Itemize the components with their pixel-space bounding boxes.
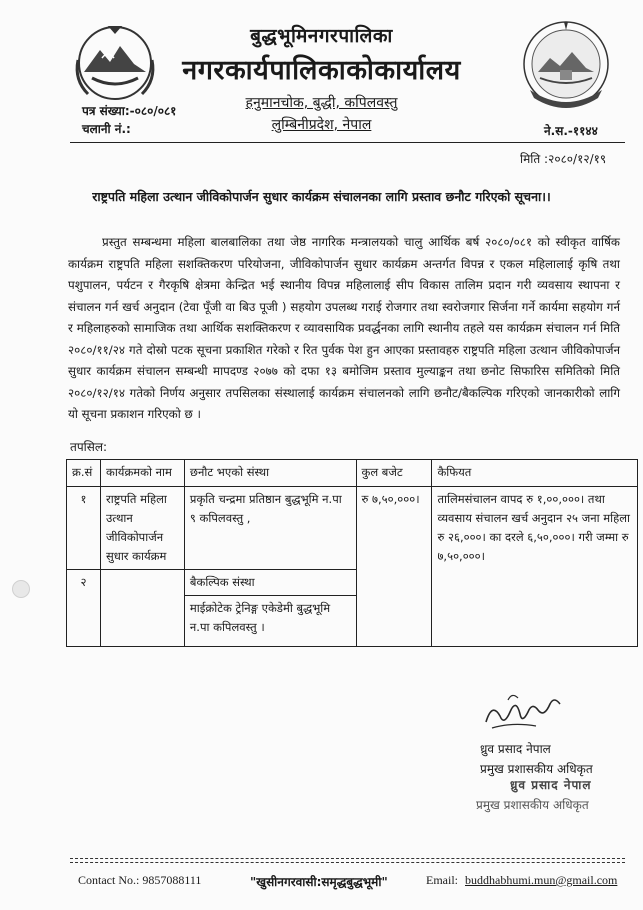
email-link[interactable]: buddhabhumi.mun@gmail.com [465, 873, 618, 887]
row1-budget: रु ७,५०,०००। [356, 487, 432, 647]
col-header-sn: क्र.सं [67, 460, 101, 487]
footer-divider [70, 858, 625, 859]
schedule-label: तपसिल: [70, 440, 108, 454]
col-header-remarks: कैफियत [432, 460, 638, 487]
row1-remarks: तालिमसंचालन वापद रु १,००,०००। तथा व्यवसाय संचालन खर्च अनुदान २५ जना महिला रु २६,०००। का दरले ६,५०,०००। गरी जम्मा रु ७,५०,०००। [432, 487, 638, 647]
row2-program [100, 570, 184, 647]
header-divider [70, 142, 625, 143]
notice-body: प्रस्तुत सम्बन्धमा महिला बालबालिका तथा जेष्ठ नागरिक मन्त्रालयको चालु आर्थिक बर्ष २०८०/०८१ को स्वीकृत वार्षिक कार्यक्रम राष्ट्रपति महिला सशक्तिकरण परियोजना, जीविकोपार्जन सुधार कार्यक्रम अन्तर्गत विपन्न र एकल महिलालाई कृषि तथा पशुपालन, पर्यटन र गैरकृषि क्षेत्रमा केन्द्रित भई स्थानीय विपन्न महिलालाई सीप विकास तालिम प्रदान गरी व्यवसाय स्थापना र संचालन गर्न खर्च अनुदान (टेवा पूँजी वा बिउ पूजी ) सहयोग उपलब्ध गराई रोजगार तथा स्वरोजगार सिर्जना गर्ने कार्यमा सहयोग गर्न र महिलाहरुको सामाजिक तथा आर्थिक सशक्तिकरण र व्यावसायिक प्रवर्द्धनका लागि स्थानीय तहले यस कार्यक्रम संचालन गर्न मिति २०८०/११/२४ गते दोस्रो पटक सूचना प्रकाशित गरेको र रित पुर्वक पेश हुन आएका प्रस्तावहरु राष्ट्रपति महिला उत्थान जीविकोपार्जन सुधार कार्यक्रम संचालन सम्बन्धी मापदण्ड २०७७ को दफा १३ बमोजिम प्रस्ताव मुल्याङ्कन तथा छनोट सिफारिस समितिको मिति २०८०/१२/१४ गतेको निर्णय अनुसार तपसिलका संस्थालाई कार्यक्रम संचालनको लागि छनौट/बैकल्पिक गरिएको जानकारीको लागि यो सूचना प्रकाशन गरिएको छ । [68, 235, 620, 421]
row1-program: राष्ट्रपति महिला उत्थान जीविकोपार्जन सुधार कार्यक्रम [100, 487, 184, 570]
selection-table [66, 459, 638, 647]
municipal-slogan: "खुसीनगरवासी:समृद्धबुद्धभूमी" [250, 875, 388, 889]
col-header-budget: कुल बजेट [356, 460, 432, 487]
row2-sn: २ [67, 570, 101, 647]
dispatch-number: चलानी नं.: [82, 122, 131, 136]
row2-organization-cell [184, 570, 356, 647]
notice-subject: राष्ट्रपति महिला उत्थान जीविकोपार्जन सुधार कार्यक्रम संचालनका लागि प्रस्ताव छनौट गरिएको सूचना।। [92, 189, 551, 204]
contact-number: Contact No.: 9857088111 [78, 873, 202, 887]
signatory-name: ध्रुव प्रसाद नेपाल [480, 742, 551, 756]
nepal-sambat-year: ने.स.-११४४ [544, 124, 598, 138]
office-name: नगरकार्यपालिकाकोकार्यालय [182, 55, 461, 86]
stamp-title: प्रमुख प्रशासकीय अधिकृत [476, 798, 589, 812]
alternative-label: बैकल्पिक संस्था [185, 570, 356, 596]
table-header-row [67, 460, 638, 487]
col-header-program: कार्यक्रमको नाम [100, 460, 184, 487]
address-line-1: हनुमानचोक, बुद्धी, कपिलवस्तु [245, 95, 398, 111]
letter-number: पत्र संख्या:-०८०/०८१ [82, 104, 177, 118]
row1-organization: प्रकृति चन्द्रमा प्रतिष्ठान बुद्धभूमि न.पा ९ कपिलवस्तु , [184, 487, 356, 570]
footer-divider [70, 862, 625, 863]
alternative-organization: माईक्रोटेक ट्रेनिङ्ग एकेडेमी बुद्धभूमि न.पा कपिलवस्तु । [189, 601, 331, 634]
address-line-2: लुम्बिनीप्रदेश, नेपाल [271, 117, 372, 133]
signatory-title: प्रमुख प्रशासकीय अधिकृत [480, 762, 593, 776]
signature-icon [478, 688, 578, 738]
col-header-organization: छनौट भएको संस्था [184, 460, 356, 487]
table-row [67, 487, 638, 570]
municipality-name: बुद्धभूमिनगरपालिका [250, 25, 393, 47]
email-label: Email: [426, 873, 458, 887]
punch-hole [12, 580, 30, 598]
letter-date: मिति :२०८०/१२/१९ [520, 152, 607, 166]
row1-sn: १ [67, 487, 101, 570]
stamp-name: ध्रुव प्रसाद नेपाल [510, 778, 592, 792]
